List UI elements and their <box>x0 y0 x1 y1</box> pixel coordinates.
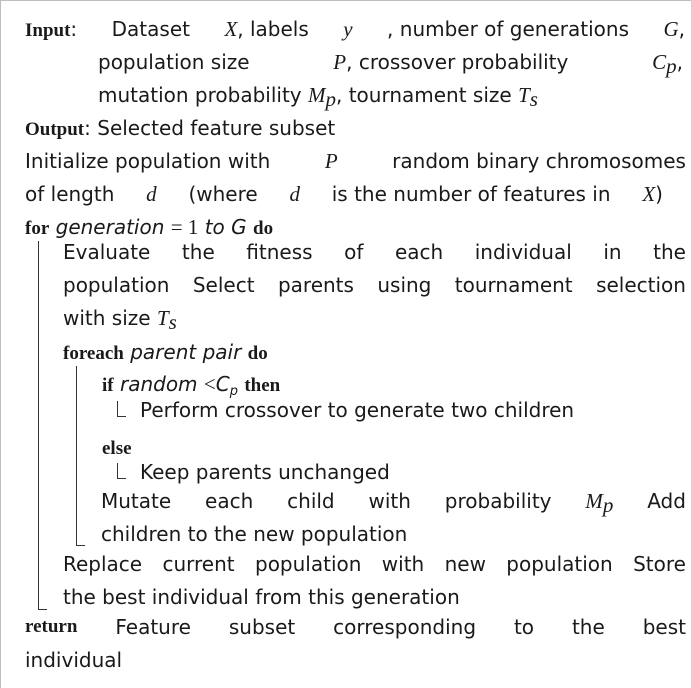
var-d: d <box>289 182 300 206</box>
eval-line-2-word: selection <box>596 273 686 297</box>
var-y: y <box>343 17 353 41</box>
replace-line-1-word: Replace <box>63 552 143 576</box>
frame-top-line <box>0 0 691 1</box>
eval-line-1-word: each <box>394 240 444 264</box>
return-keyword: return <box>25 616 78 637</box>
input-line-3: mutation probability $M_p$, tournament size $T_s$ <box>98 83 538 111</box>
input-separator: : <box>70 17 78 41</box>
input-text-population-size: population size <box>98 50 250 74</box>
if-variable: random <box>119 372 198 396</box>
mutate-line-1-word: probability <box>444 489 552 513</box>
for-line: for generation = 1 to G do <box>25 215 274 239</box>
input-keyword: Input <box>25 20 71 41</box>
mutate-line-1-word: with <box>368 489 411 513</box>
mutate-line-2: children to the new population <box>101 522 408 546</box>
eval-line-2 <box>63 273 686 299</box>
output-line: Output: Selected feature subset <box>25 116 336 140</box>
replace-line-1 <box>63 552 686 578</box>
return-line-1-word: best <box>642 615 686 639</box>
else-block-bar <box>117 463 118 479</box>
if-line: if random $<C_p$ then <box>102 372 281 399</box>
else-line <box>102 435 132 461</box>
output-keyword: Output <box>25 119 85 140</box>
eval-line-1 <box>63 240 686 266</box>
foreach-do-keyword: do <box>247 343 268 364</box>
mutate-line-1-word: Add <box>647 489 686 513</box>
var-G: G <box>663 17 679 41</box>
foreach-block-end <box>76 545 85 546</box>
var-d: d <box>146 182 157 206</box>
var-P: P <box>324 149 338 173</box>
eval-line-1-word: in <box>603 240 622 264</box>
eval-line-1-word: individual <box>474 240 572 264</box>
var-Mp: M <box>308 83 326 107</box>
replace-line-1-word: with <box>381 552 425 576</box>
for-block-end <box>38 609 47 610</box>
input-line-1: Input: Dataset X, labels y , number of generations G, <box>25 17 685 41</box>
foreach-block-bar <box>76 366 77 546</box>
foreach-variable: parent pair <box>130 340 242 364</box>
replace-line-2: the best individual from this generation <box>63 585 460 609</box>
replace-line-1-word: Store <box>633 552 686 576</box>
do-keyword: do <box>253 218 274 239</box>
then-block-bar <box>117 401 118 417</box>
var-P: P <box>333 50 347 74</box>
var-X: X <box>642 182 656 206</box>
return-line-1-word: the <box>571 615 605 639</box>
eval-line-1-word: the <box>181 240 215 264</box>
then-block-end <box>117 416 126 417</box>
input-text-mutation: mutation probability <box>98 83 302 107</box>
eval-line-3: with size $T_s$ <box>63 306 177 334</box>
var-X: X <box>224 17 238 41</box>
eval-line-2-word: parents <box>277 273 354 297</box>
for-variable: generation <box>55 215 165 239</box>
eval-line-2-word: population <box>63 273 170 297</box>
var-Ts: T <box>156 306 169 330</box>
init-line-1: Initialize population with P random binary chromosomes <box>25 149 686 173</box>
else-block-end <box>117 478 126 479</box>
mutate-line-1 <box>101 489 686 515</box>
replace-line-1-word: new <box>444 552 486 576</box>
foreach-keyword: foreach <box>63 343 124 364</box>
return-line-1-word: Feature <box>115 615 191 639</box>
mutate-line-1-word: child <box>287 489 335 513</box>
eval-line-1-word: fitness <box>246 240 313 264</box>
eval-line-1-word: Evaluate <box>63 240 151 264</box>
crossover-line: Perform crossover to generate two children <box>140 398 575 422</box>
mutate-line-1-word: each <box>205 489 254 513</box>
var-Mp: $M_p$ <box>585 489 614 517</box>
eval-line-2-word: tournament <box>454 273 573 297</box>
return-line-1-word: subset <box>228 615 296 639</box>
eval-line-1-word: of <box>344 240 364 264</box>
output-text: Selected feature subset <box>97 116 336 140</box>
var-Ts: T <box>518 83 530 107</box>
eval-line-2-word: Select <box>192 273 255 297</box>
return-line-2: individual <box>25 648 123 672</box>
foreach-line <box>63 340 268 366</box>
for-keyword: for <box>25 218 50 239</box>
return-line-1-word: to <box>513 615 535 639</box>
mutate-line-1-word: Mutate <box>101 489 172 513</box>
init-line-2: of length d (where d is the number of features in X) <box>25 182 663 206</box>
input-line-2: population size P, crossover probability $C_p$, <box>98 50 683 78</box>
if-keyword: if <box>102 375 114 396</box>
keep-line: Keep parents unchanged <box>140 460 390 484</box>
eval-line-1-word: the <box>653 240 686 264</box>
input-text-dataset: Dataset <box>111 17 190 41</box>
replace-line-1-word: current <box>162 552 235 576</box>
var-Cp: C <box>652 50 667 74</box>
else-keyword: else <box>102 438 132 459</box>
for-block-bar <box>38 241 39 610</box>
input-text-generations: , number of generations <box>387 17 629 41</box>
eval-line-2-word: using <box>377 273 432 297</box>
return-line-1 <box>25 615 686 641</box>
then-keyword: then <box>244 375 281 396</box>
replace-line-1-word: population <box>255 552 362 576</box>
frame-left-line <box>0 0 1 688</box>
replace-line-1-word: population <box>506 552 613 576</box>
return-line-1-word: corresponding <box>333 615 477 639</box>
